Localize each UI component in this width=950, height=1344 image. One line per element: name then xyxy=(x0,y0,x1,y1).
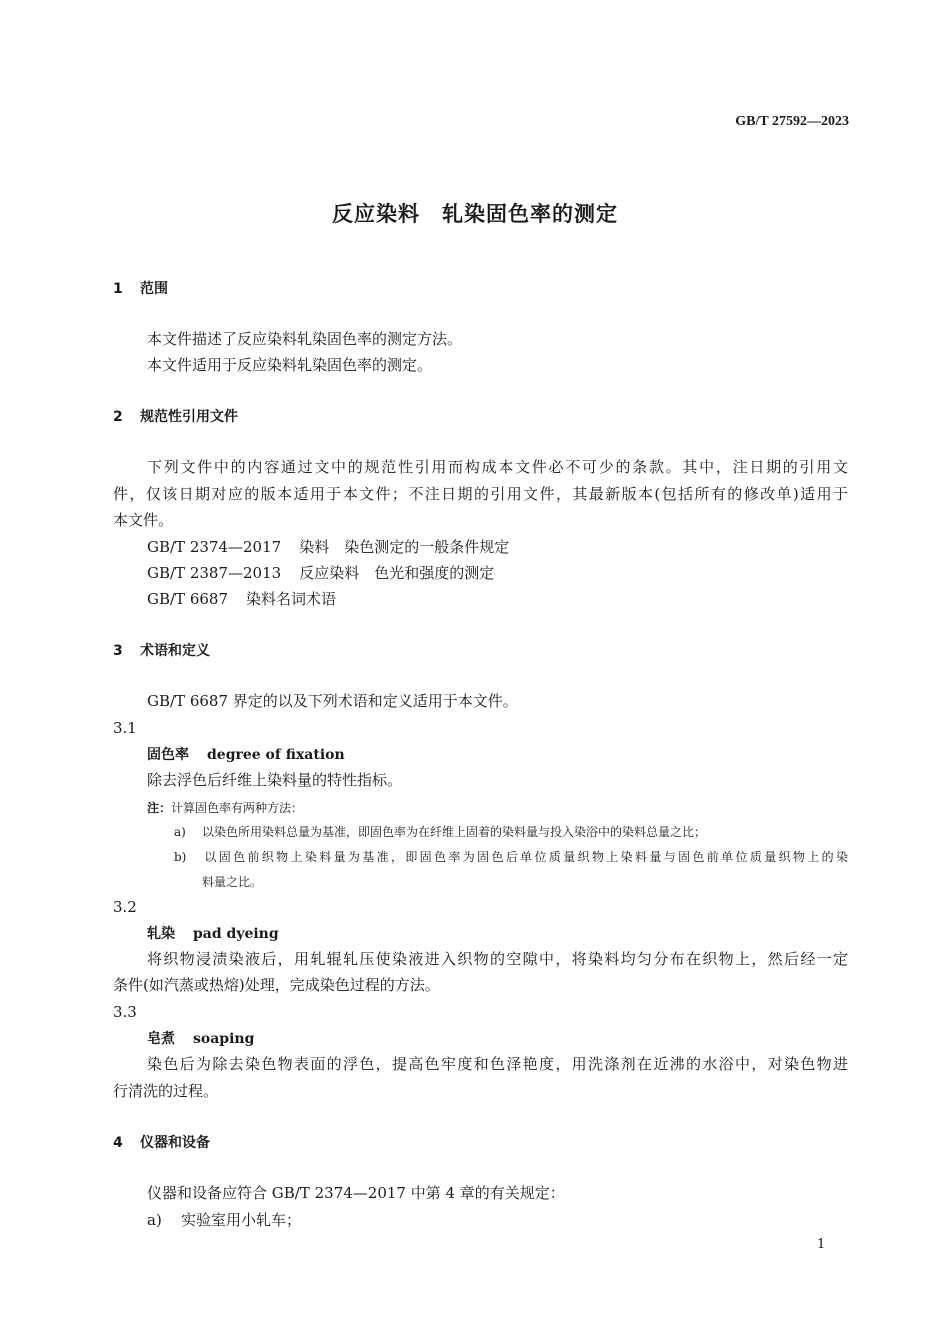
list-item: a) 实验室用小轧车； xyxy=(147,1211,302,1229)
term-heading: 固色率 degree of fixation xyxy=(147,747,345,763)
term-number: 3.1 xyxy=(113,719,137,737)
paragraph: 本文件适用于反应染料轧染固色率的测定。 xyxy=(147,356,433,374)
paragraph: 本文件描述了反应染料轧染固色率的测定方法。 xyxy=(147,330,463,348)
section-1-heading: 1 范围 xyxy=(113,281,168,297)
document-title: 反应染料 轧染固色率的测定 xyxy=(332,202,618,226)
note-item-b-cont: 料量之比。 xyxy=(202,875,263,889)
paragraph-line: 本文件。 xyxy=(113,511,174,529)
standard-code: GB/T 27592—2023 xyxy=(735,114,849,129)
term-heading: 皂煮 soaping xyxy=(147,1031,255,1047)
section-3-heading: 3 术语和定义 xyxy=(113,643,210,659)
page-number: 1 xyxy=(817,1237,826,1252)
paragraph-line: 下列文件中的内容通过文中的规范性引用而构成本文件必不可少的条款。其中，注日期的引用文 xyxy=(147,458,848,476)
note-item-b: b) 以固色前织物上染料量为基准，即固色率为固色后单位质量织物上染料量与固色前单位质量织物上的染 xyxy=(174,850,848,864)
note: 注：计算固色率有两种方法： xyxy=(147,801,304,815)
term-definition: 染色后为除去染色物表面的浮色，提高色牢度和色泽艳度，用洗涤剂在近沸的水浴中，对染色物进 xyxy=(147,1055,848,1073)
paragraph: GB/T 6687 界定的以及下列术语和定义适用于本文件。 xyxy=(147,692,518,710)
term-heading: 轧染 pad dyeing xyxy=(147,926,279,942)
section-2-heading: 2 规范性引用文件 xyxy=(113,409,238,425)
paragraph: 仪器和设备应符合 GB/T 2374—2017 中第 4 章的有关规定： xyxy=(147,1184,565,1202)
reference-item: GB/T 2387—2013 反应染料 色光和强度的测定 xyxy=(147,564,495,582)
term-definition: 除去浮色后纤维上染料量的特性指标。 xyxy=(147,771,403,789)
term-definition: 将织物浸渍染液后，用轧辊轧压使染液进入织物的空隙中，将染料均匀分布在织物上，然后经一定 xyxy=(147,950,848,968)
term-number: 3.3 xyxy=(113,1003,137,1021)
term-definition: 行清洗的过程。 xyxy=(113,1082,219,1100)
reference-item: GB/T 6687 染料名词术语 xyxy=(147,590,337,608)
term-definition: 条件(如汽蒸或热熔)处理，完成染色过程的方法。 xyxy=(113,976,440,994)
paragraph-line: 件，仅该日期对应的版本适用于本文件；不注日期的引用文件，其最新版本(包括所有的修改单)适用于 xyxy=(113,485,848,503)
section-4-heading: 4 仪器和设备 xyxy=(113,1135,210,1151)
reference-item: GB/T 2374—2017 染料 染色测定的一般条件规定 xyxy=(147,538,510,556)
note-item-a: a) 以染色所用染料总量为基准，即固色率为在纤维上固着的染料量与投入染浴中的染料总量之比； xyxy=(174,825,707,839)
term-number: 3.2 xyxy=(113,898,137,916)
